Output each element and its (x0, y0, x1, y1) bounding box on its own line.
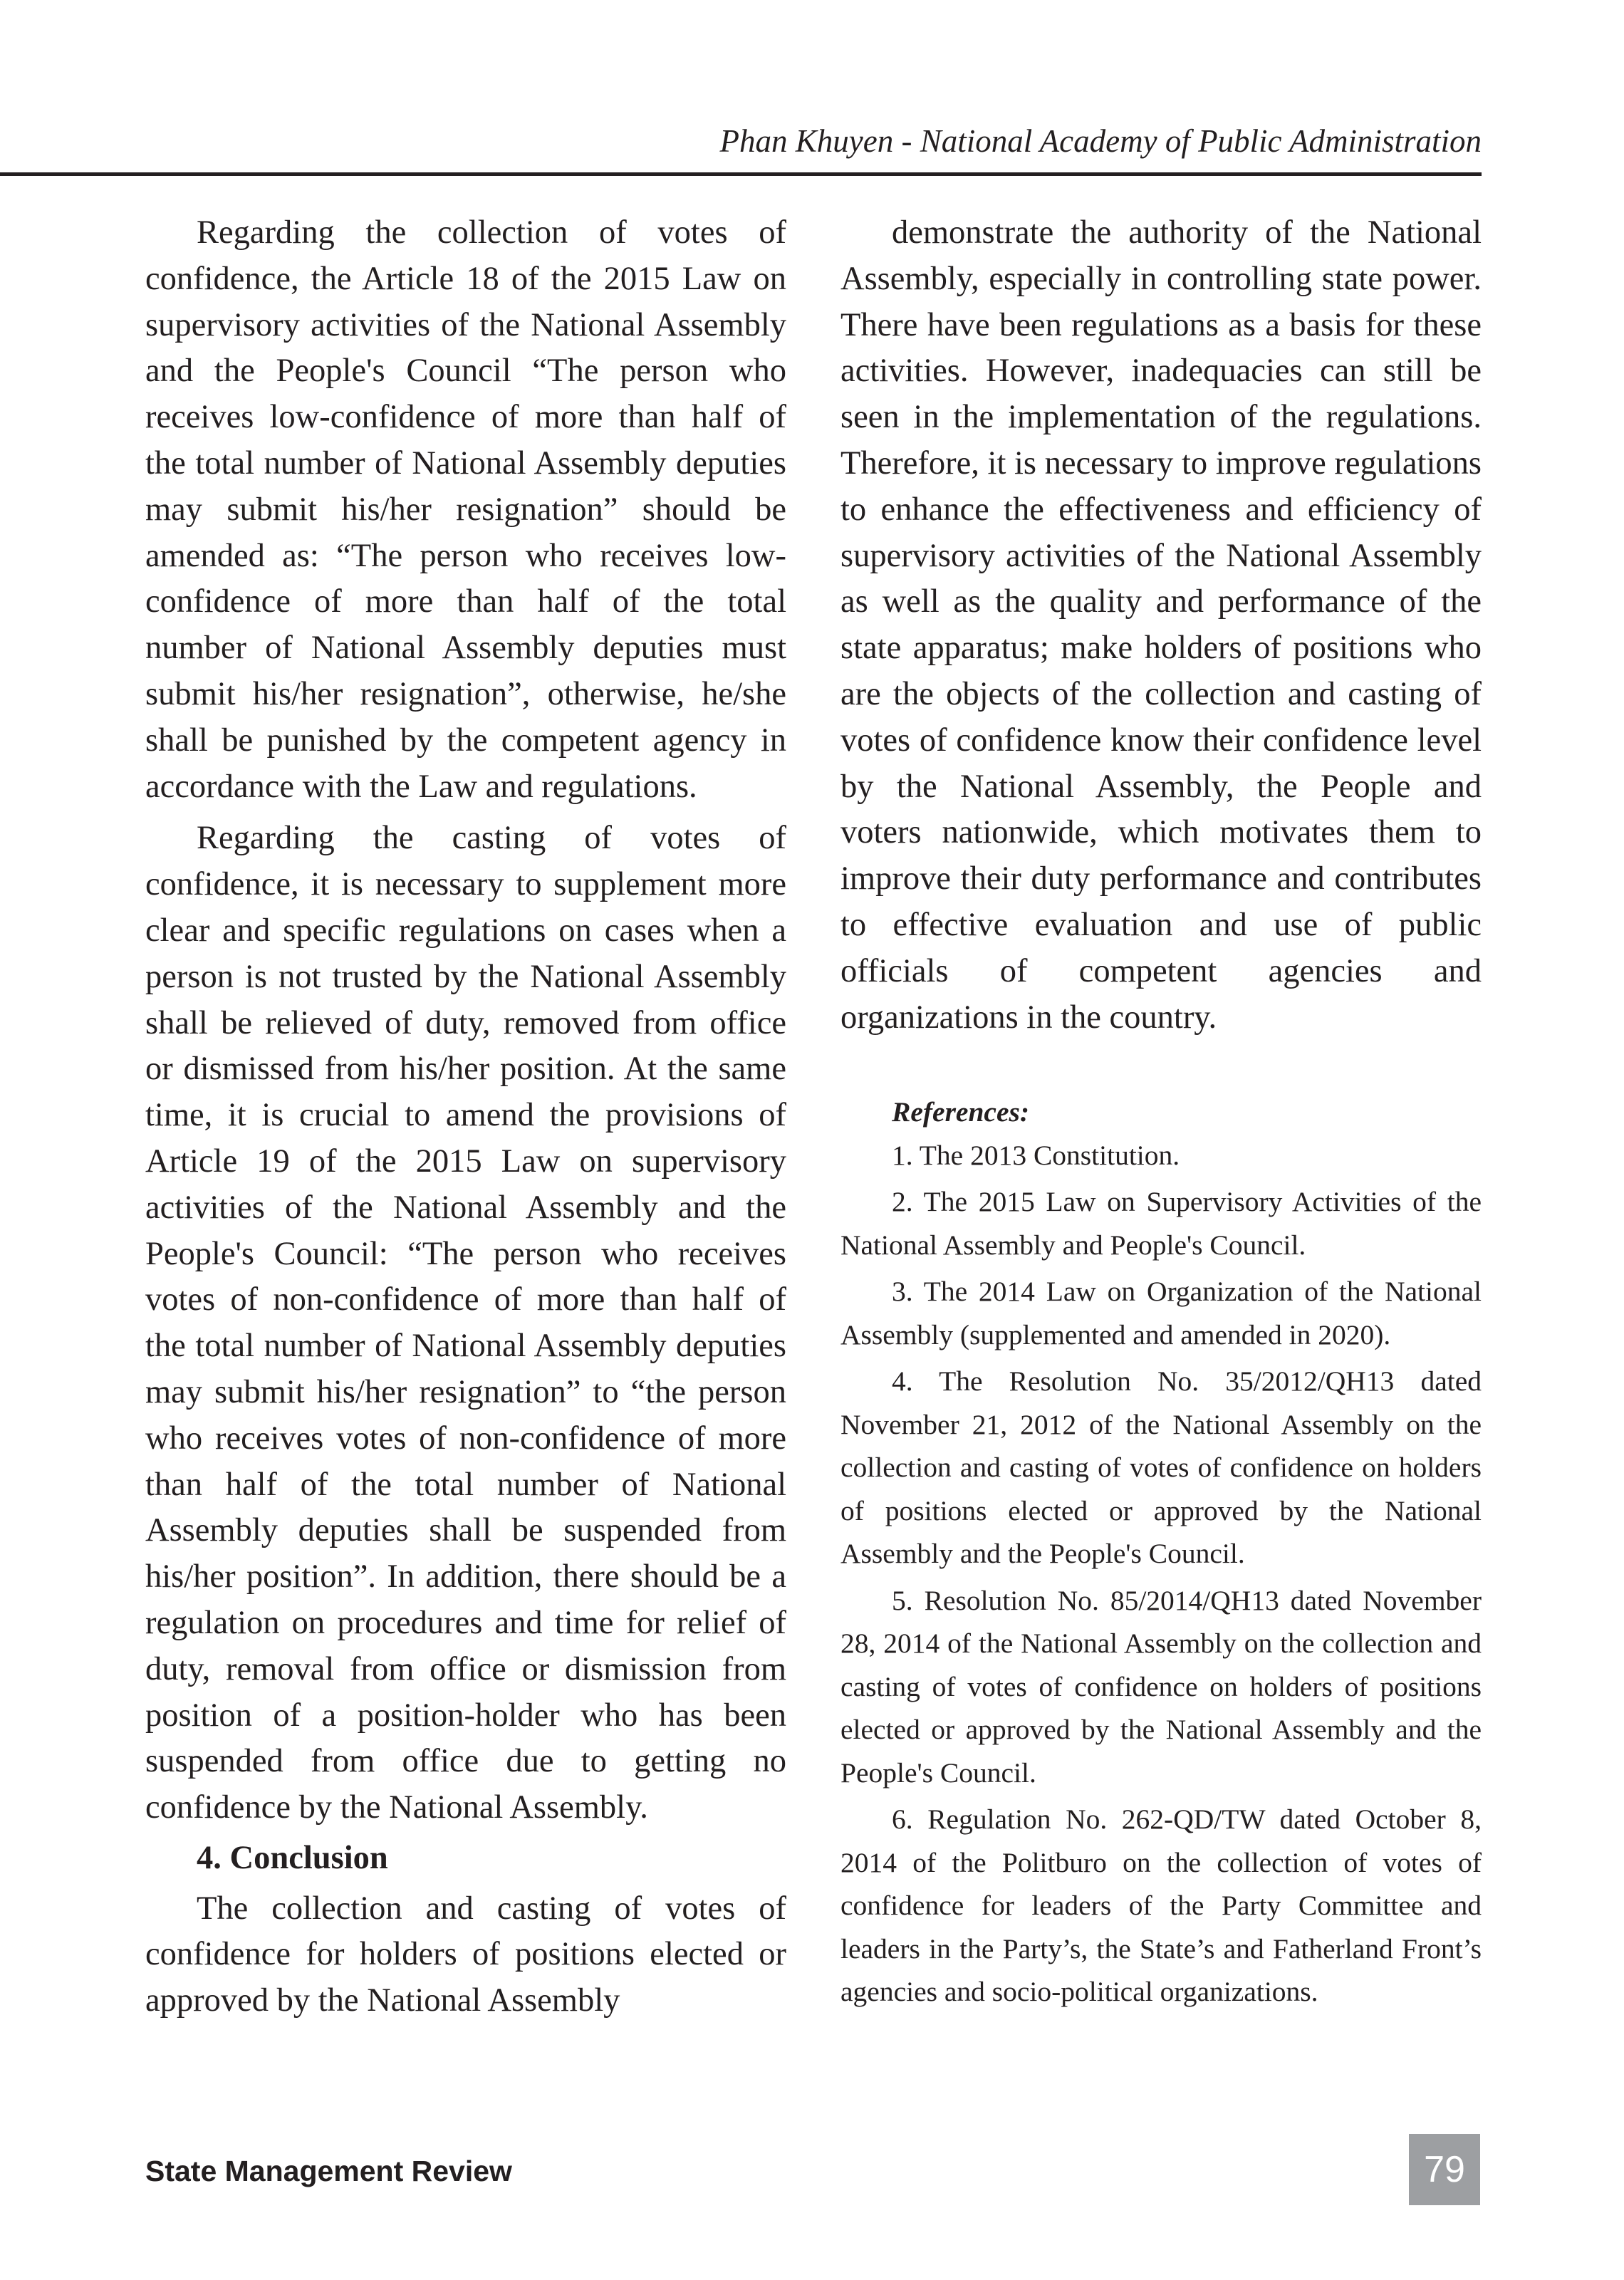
header-rule (0, 172, 1482, 176)
body-paragraph: The collection and casting of votes of confidence for holders of positions elected or approved by the National Assembly (145, 1890, 786, 2019)
journal-title: State Management Review (145, 2155, 512, 2187)
page-number: 79 (1409, 2134, 1480, 2205)
reference-item: 2. The 2015 Law on Supervisory Activities of the National Assembly and People's Council. (840, 1186, 1482, 1261)
reference-item: 4. The Resolution No. 35/2012/QH13 dated November 21, 2012 of the National Assembly on the collection and casting of votes of confidence on holders of positions elected or approved by the National Assembly and the People's Council. (840, 1365, 1482, 1570)
reference-item: 5. Resolution No. 85/2014/QH13 dated November 28, 2014 of the National Assembly on the collection and casting of votes of confidence on holders of positions elected or approved by the National Assembly and the People's Council. (840, 1584, 1482, 1789)
section-heading: 4. Conclusion (197, 1839, 388, 1876)
reference-item: 1. The 2013 Constitution. (892, 1139, 1180, 1171)
references (840, 1090, 1482, 2014)
body-paragraph: Regarding the collection of votes of confidence, the Article 18 of the 2015 Law on supervisory activities of the National Assembly and the People's Council “The person who receives low-confidence of more than half of the total number of National Assembly deputies may submit his/her resignation” should be amended as: “The person who receives low-confidence of more than half of the total number of National Assembly deputies must submit his/her resignation”, otherwise, he/she shall be punished by the competent agency in accordance with the Law and regulations. (145, 214, 786, 805)
reference-item: 3. The 2014 Law on Organization of the National Assembly (supplemented and amended in 2020). (840, 1276, 1482, 1350)
body-paragraph: demonstrate the authority of the National Assembly, especially in controlling state power. There have been regulations as a basis for these activities. However, inadequacies can still be seen in the implementation of the regulations. Therefore, it is necessary to improve regulations to enhance the effectiveness and efficiency of supervisory activities of the National Assembly as well as the quality and performance of the state apparatus; make holders of positions who are the objects of the collection and casting of votes of confidence know their confidence level by the National Assembly, the People and voters nationwide, which motivates them to improve their duty performance and contributes to effective evaluation and use of public officials of competent agencies and organizations in the country. (840, 214, 1482, 1036)
running-head: Phan Khuyen - National Academy of Public Administration (719, 123, 1482, 159)
body-paragraph: Regarding the casting of votes of confidence, it is necessary to supplement more clear and specific regulations on cases when a person is not trusted by the National Assembly shall be relieved of duty, removed from office or dismissed from his/her position. At the same time, it is crucial to amend the provisions of Article 19 of the 2015 Law on supervisory activities of the National Assembly and the People's Council: “The person who receives votes of non-confidence of more than half of the total number of National Assembly deputies may submit his/her resignation” to “the person who receives votes of non-confidence of more than half of the total number of National Assembly deputies shall be suspended from his/her position”. In addition, there should be a regulation on procedures and time for relief of duty, removal from office or dismission from position of a position-holder who has been suspended from office due to getting no confidence by the National Assembly. (145, 820, 786, 1826)
left-column (145, 210, 786, 2024)
reference-item: 6. Regulation No. 262-QD/TW dated October 8, 2014 of the Politburo on the collection of votes of confidence for leaders of the Party Committee and leaders in the Party’s, the State’s and Fatherland Front’s agencies and socio-political organizations. (840, 1803, 1482, 2008)
references-heading: References: (892, 1096, 1030, 1128)
right-column (840, 210, 1482, 2014)
